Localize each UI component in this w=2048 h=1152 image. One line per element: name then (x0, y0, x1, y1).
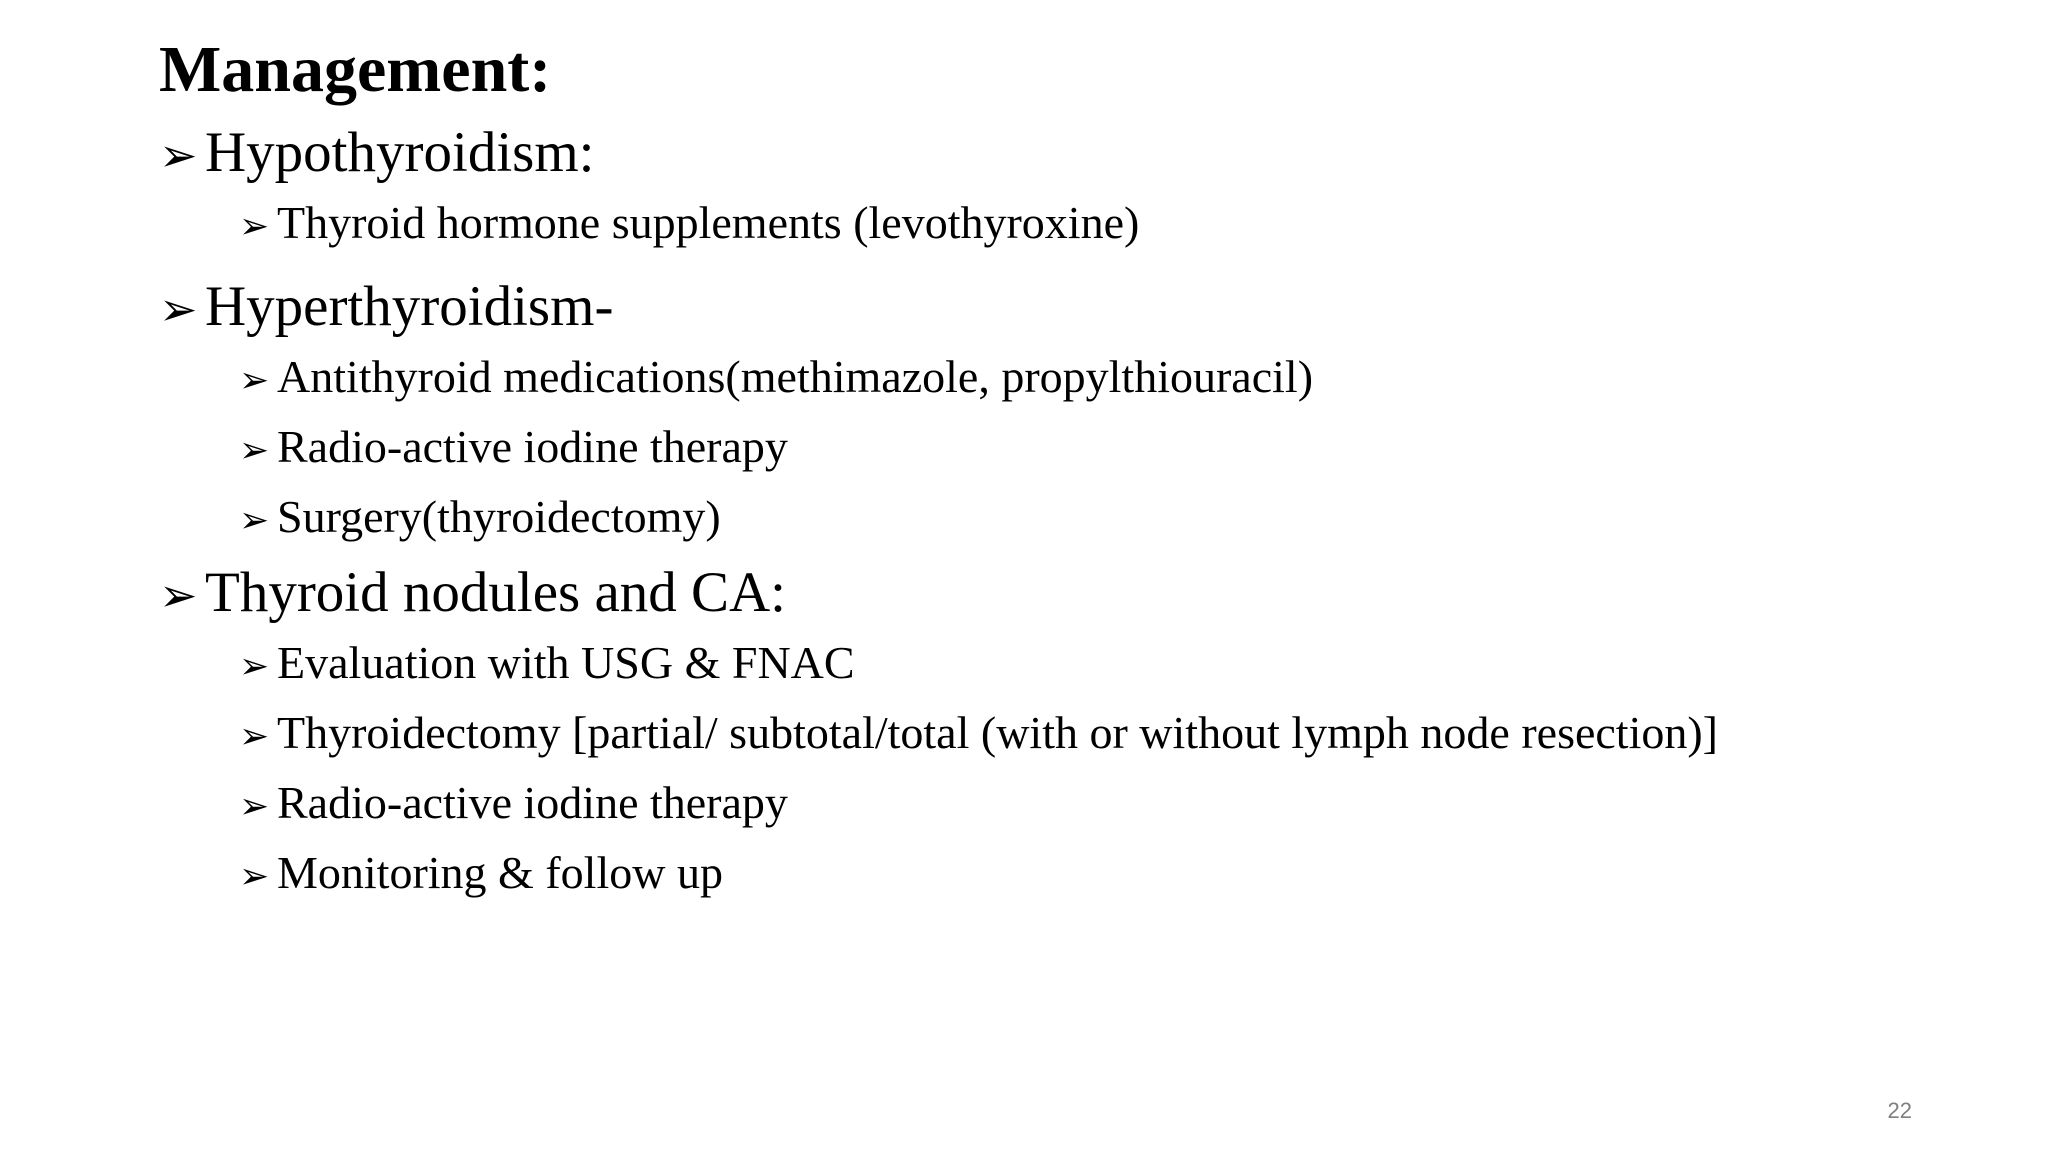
arrow-bullet-icon: ➢ (239, 206, 270, 247)
list-item (239, 414, 1313, 484)
list-item-text: Thyroidectomy [partial/ subtotal/total (with or without lymph node resection)] (277, 707, 1719, 758)
section-heading (159, 272, 1313, 344)
list-item (239, 630, 1718, 700)
arrow-bullet-icon: ➢ (239, 716, 270, 757)
section-heading-text: Thyroid nodules and CA: (205, 561, 787, 624)
list-item-text: Surgery(thyroidectomy) (277, 491, 721, 542)
list-item (239, 700, 1718, 770)
list-item (239, 840, 1718, 910)
arrow-bullet-icon: ➢ (239, 360, 270, 401)
list-item (239, 344, 1313, 414)
arrow-bullet-icon: ➢ (239, 856, 270, 897)
list-item-text: Thyroid hormone supplements (levothyroxine) (277, 197, 1140, 248)
section-heading-text: Hyperthyroidism- (205, 275, 614, 338)
section-thyroid-nodules (159, 558, 1718, 910)
arrow-bullet-icon: ➢ (239, 646, 270, 687)
arrow-bullet-icon: ➢ (159, 282, 198, 336)
section-heading (159, 118, 1139, 190)
list-item (239, 484, 1313, 554)
section-hyperthyroidism (159, 272, 1313, 554)
list-item-text: Radio-active iodine therapy (277, 777, 788, 828)
list-item (239, 190, 1139, 260)
list-item (239, 770, 1718, 840)
arrow-bullet-icon: ➢ (239, 786, 270, 827)
arrow-bullet-icon: ➢ (239, 500, 270, 541)
list-item-text: Evaluation with USG & FNAC (277, 637, 855, 688)
arrow-bullet-icon: ➢ (159, 128, 198, 182)
slide-title: Management: (159, 33, 552, 106)
arrow-bullet-icon: ➢ (159, 568, 198, 622)
section-hypothyroidism (159, 118, 1139, 260)
list-item-text: Radio-active iodine therapy (277, 421, 788, 472)
section-heading (159, 558, 1718, 630)
page-number: 22 (1887, 1098, 1912, 1123)
section-heading-text: Hypothyroidism: (205, 121, 595, 184)
arrow-bullet-icon: ➢ (239, 430, 270, 471)
list-item-text: Antithyroid medications(methimazole, propylthiouracil) (277, 351, 1314, 402)
list-item-text: Monitoring & follow up (277, 847, 723, 898)
